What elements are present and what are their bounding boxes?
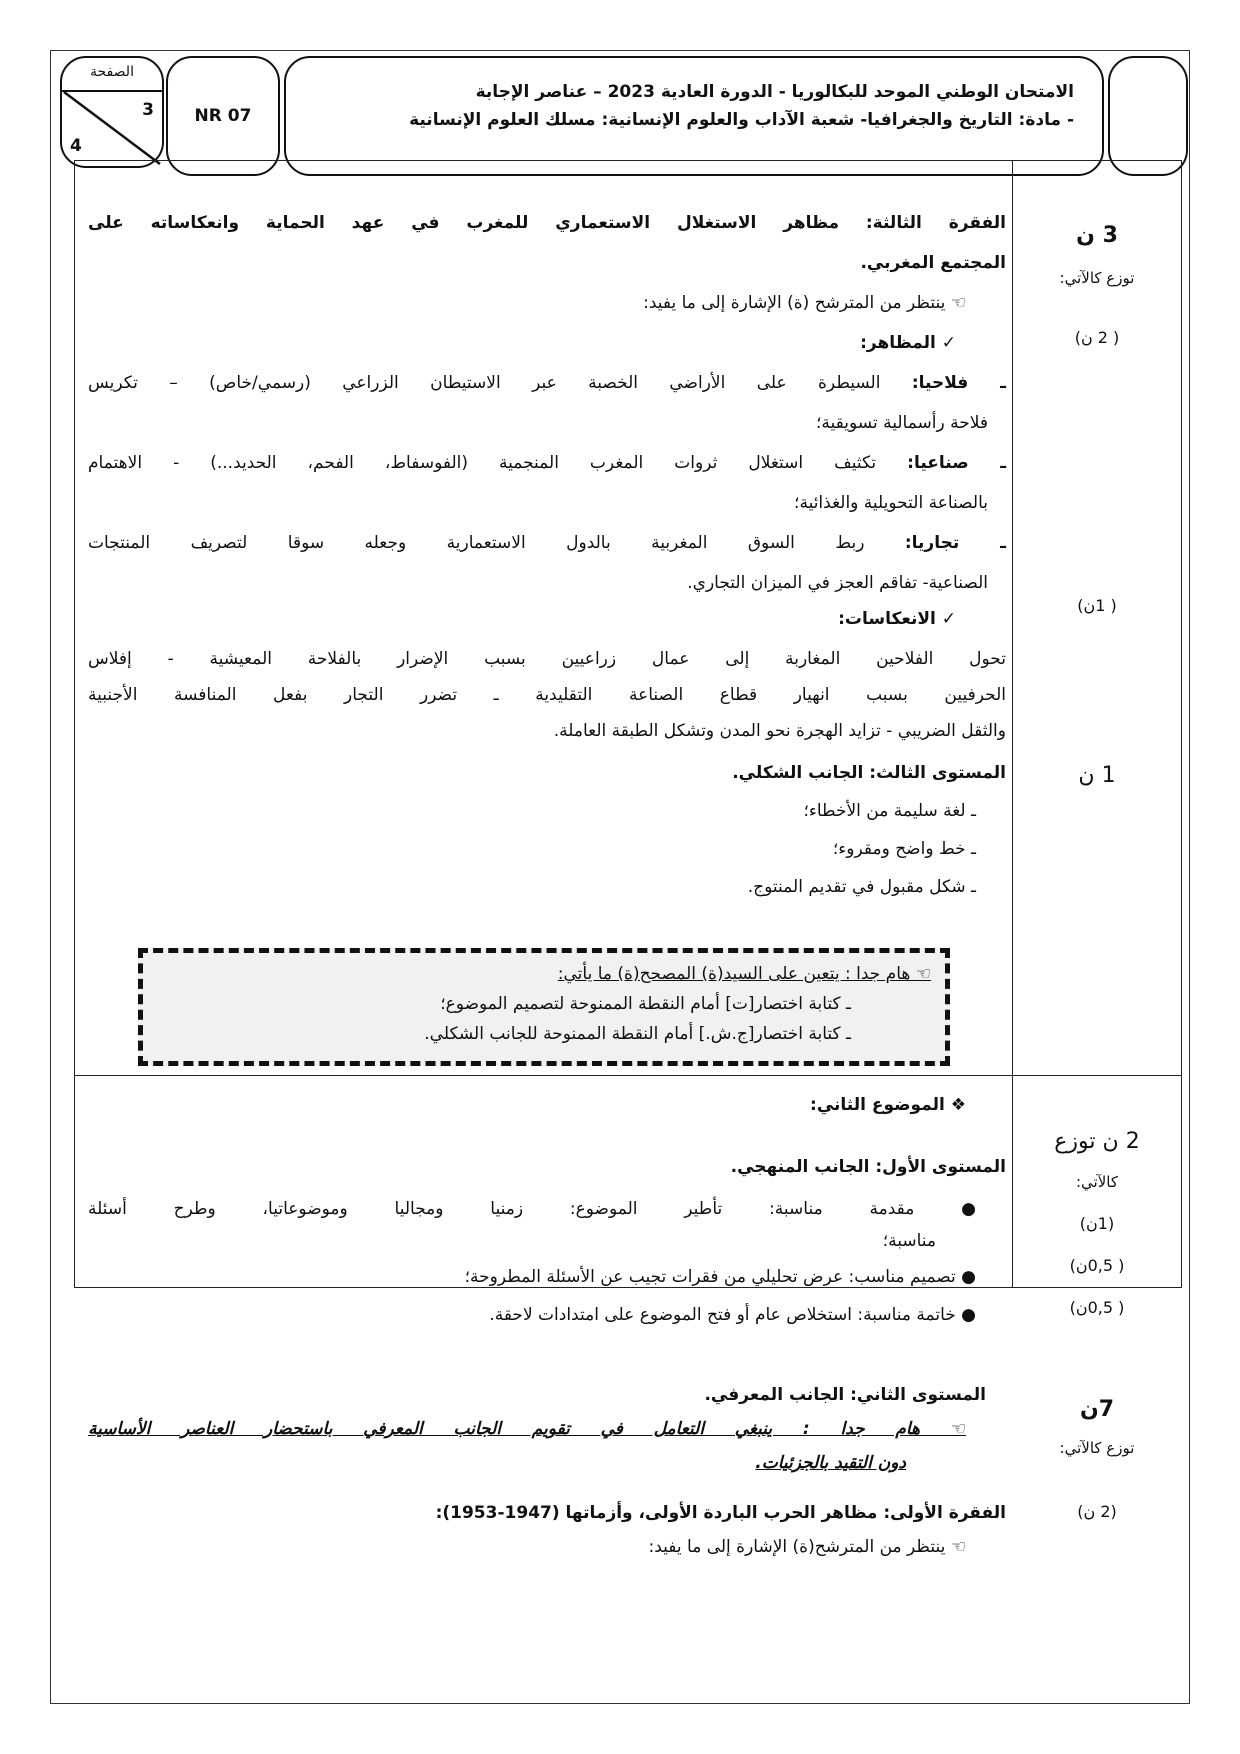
page-number-box: [60, 56, 164, 168]
level3: [88, 758, 1006, 918]
agri-label: ـ فلاحيا:: [911, 373, 1006, 393]
section1-trade-b: الصناعية- تفاقم العجز في الميزان التجاري.: [687, 573, 988, 593]
exam-title-line2: - مادة: التاريخ والجغرافيا- شعبة الآداب والعلوم الإنسانية: مسلك العلوم الإنسانية: [409, 110, 1074, 130]
page-total: 3: [142, 100, 154, 120]
section2-important-b: دون التقيد بالجزئيات.: [755, 1453, 906, 1473]
section2-expect: ☜ ينتظر من المترشح(ة) الإشارة إلى ما يفيد:: [648, 1537, 966, 1557]
score-s4-para1: (2 ن): [1077, 1502, 1117, 1521]
score-level3: 1 ن: [1078, 763, 1116, 788]
ind-text-a: تكثيف استغلال ثروات المغرب المنجمية (الفوسفاط، الفحم، الحديد...) - الاهتمام: [88, 453, 877, 473]
section2-bullet1-b: مناسبة؛: [882, 1231, 936, 1251]
section2-bullet3: ● خاتمة مناسبة: استخلاص عام أو فتح الموضوع على امتدادات لاحقة.: [489, 1305, 976, 1325]
score-s3-main: 2 ن توزع: [1054, 1129, 1140, 1154]
section1-effects-a: تحول الفلاحين المغاربة إلى عمال زراعيين بسبب الإضرار بالفلاحة المعيشية - إفلاس: [88, 649, 1006, 669]
score-s3-plan: ( 0,5ن): [1069, 1256, 1125, 1275]
score-s1-effects: ( 1ن): [1077, 596, 1117, 615]
section2-level1: المستوى الأول: الجانب المنهجي.: [730, 1157, 1006, 1177]
page-label: الصفحة: [90, 64, 134, 80]
note-line2: ـ كتابة اختصار[ج.ش.] أمام النقطة الممنوحة للجانب الشكلي.: [424, 1024, 851, 1044]
section1-agri-a: [88, 368, 1006, 399]
section1-effects-c: والثقل الضريبي - تزايد الهجرة نحو المدن وتشكل الطبقة العاملة.: [553, 721, 1006, 741]
section2-level2: المستوى الثاني: الجانب المعرفي.: [704, 1385, 986, 1405]
level3-item2: ـ خط واضح ومقروء؛: [832, 839, 976, 859]
section1-trade-a: [88, 528, 1006, 559]
section2-important-a: ☜ هام جدا : ينبغي التعامل في تقويم الجانب المعرفي باستحضار العناصر الأساسية: [88, 1419, 966, 1439]
trade-text-a: ربط السوق المغربية بالدول الاستعمارية وجعله سوقا لتصريف المنتجات: [88, 533, 865, 553]
section2: [88, 1090, 1006, 1557]
section1-effects-b: الحرفيين بسبب انهيار قطاع الصناعة التقليدية ـ تضرر التجار بفعل المنافسة الأجنبية: [88, 685, 1006, 705]
section1-title-b: المجتمع المغربي.: [860, 253, 1006, 273]
corrector-note-box: [138, 948, 950, 1066]
header-right-box: [1108, 56, 1188, 176]
table-row-divider: [74, 1075, 1182, 1076]
score-s3-intro: (1ن): [1079, 1214, 1115, 1233]
section1-ind-b: بالصناعة التحويلية والغذائية؛: [794, 493, 988, 513]
exam-title-box: [284, 56, 1104, 176]
score-s1-aspects: ( 2 ن): [1074, 328, 1120, 347]
level3-item1: ـ لغة سليمة من الأخطاء؛: [803, 801, 976, 821]
ind-label: ـ صناعيا:: [907, 453, 1007, 473]
section1-agri-b: فلاحة رأسمالية تسويقية؛: [816, 413, 988, 433]
score-s3-conclusion: ( 0,5ن): [1069, 1298, 1125, 1317]
section2-bullet2: ● تصميم مناسب: عرض تحليلي من فقرات تجيب عن الأسئلة المطروحة؛: [464, 1267, 976, 1287]
score-s3-dist: كالآتي:: [1076, 1173, 1118, 1191]
note-title: ☜ هام جدا : يتعين على السيد(ة) المصحح(ة) ما يأتي:: [557, 964, 931, 984]
section2-para1: الفقرة الأولى: مظاهر الحرب الباردة الأولى، وأزماتها (1947-1953):: [435, 1503, 1006, 1523]
exam-code-box: [166, 56, 280, 176]
section1-ind-a: [88, 448, 1006, 479]
section1-expect: ☜ ينتظر من المترشح (ة) الإشارة إلى ما يفيد:: [643, 293, 966, 313]
score-s1-main: 3 ن: [1076, 223, 1118, 248]
level3-title: المستوى الثالث: الجانب الشكلي.: [732, 763, 1006, 783]
exam-code: NR 07: [194, 106, 252, 126]
level3-item3: ـ شكل مقبول في تقديم المنتوج.: [747, 877, 976, 897]
section1-title-a: الفقرة الثالثة: مظاهر الاستغلال الاستعماري للمغرب في عهد الحماية وانعكاساته على: [88, 213, 1006, 233]
score-s1-dist: توزع كالآتي:: [1059, 269, 1135, 287]
score-s4-main: 7ن: [1079, 1397, 1115, 1422]
agri-text-a: السيطرة على الأراضي الخصبة عبر الاستيطان الزراعي (رسمي/خاص) – تكريس: [88, 373, 881, 393]
note-line1: ـ كتابة اختصار[ت] أمام النقطة الممنوحة لتصميم الموضوع؛: [440, 994, 851, 1014]
section2-title: ❖ الموضوع الثاني:: [810, 1095, 966, 1115]
page-number: 4: [70, 136, 82, 156]
exam-title-line1: الامتحان الوطني الموحد للبكالوريا - الدورة العادية 2023 – عناصر الإجابة: [475, 82, 1074, 102]
score-s4-dist: توزع كالآتي:: [1059, 1439, 1135, 1457]
section1-aspects-heading: ✓ المظاهر:: [860, 333, 956, 353]
section1-effects-heading: ✓ الانعكاسات:: [838, 609, 956, 629]
section2-bullet1-a: ● مقدمة مناسبة: تأطير الموضوع: زمنيا ومجاليا وموضوعاتيا، وطرح أسئلة: [88, 1199, 976, 1219]
trade-label: ـ تجاريا:: [904, 533, 1006, 553]
section1: [88, 208, 1006, 768]
table-column-divider: [1012, 160, 1013, 1288]
